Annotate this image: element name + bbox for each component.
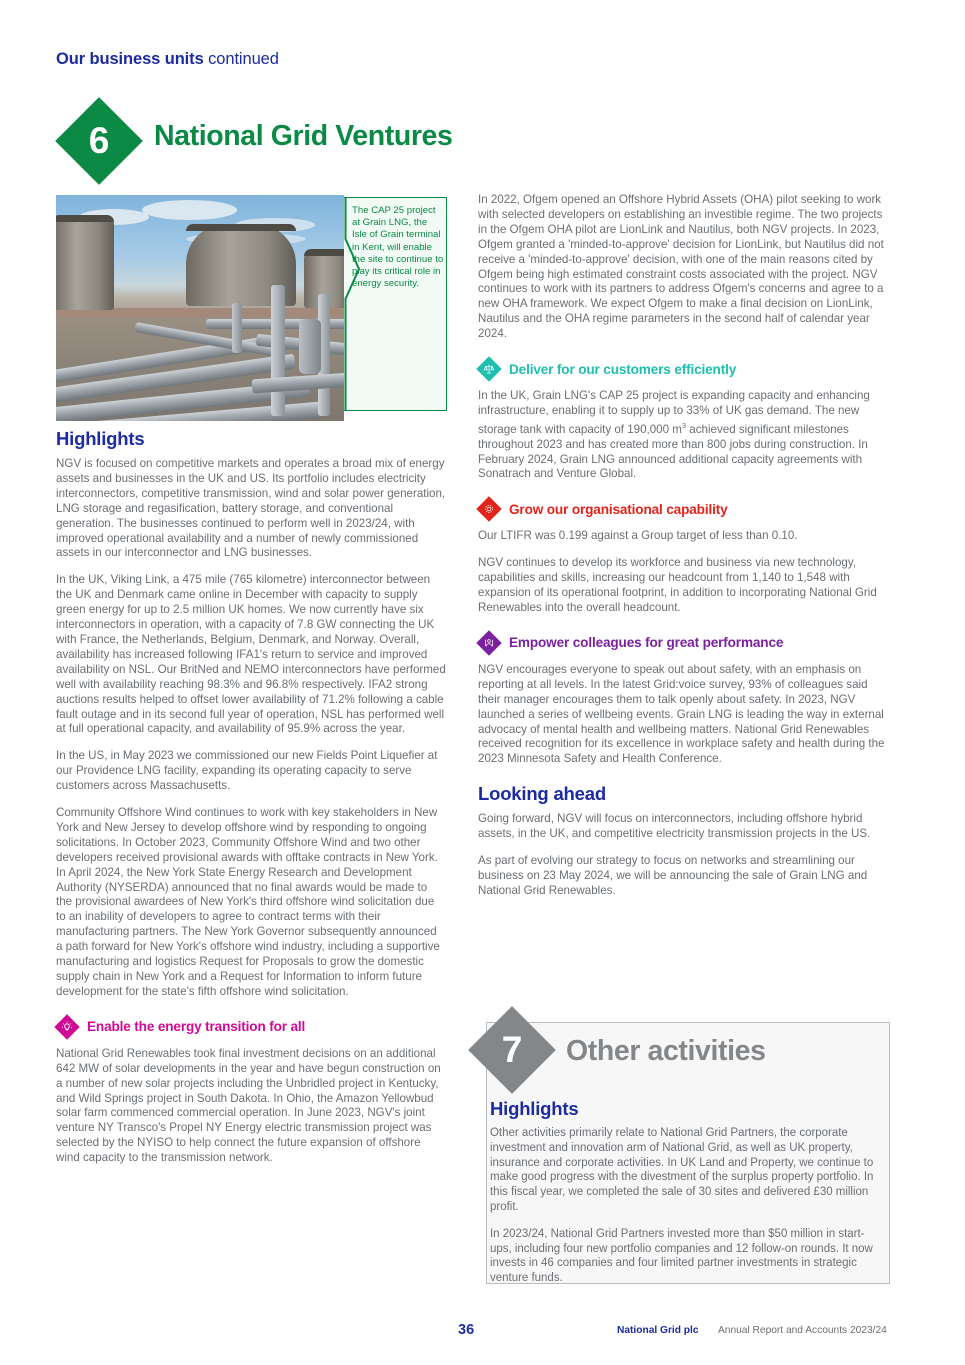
people-glyph [482,636,496,650]
running-head-bold: Our business units [56,50,204,68]
looking-ahead-heading: Looking ahead [478,783,606,805]
page-title: National Grid Ventures [154,120,453,152]
paragraph: Going forward, NGV will focus on interconnectors, including offshore hybrid assets, in the UK, and competitive electricity transmission projects in the US. [478,812,871,841]
other-highlights-heading: Highlights [490,1098,579,1119]
other-activities-number: 7 [501,1028,523,1070]
paragraph: In 2023/24, National Grid Partners invested more than $50 million in start-ups, including four new portfolio companies and 12 follow-on rounds. It now invests in 46 companies and four limited partner investments in strategic venture funds. [490,1227,873,1285]
paragraph: NGV encourages everyone to speak out about safety, with an emphasis on reporting at all levels. In the latest Grid:voice survey, 93% of colleagues said their manager encourages them to talk openly about safety. In 2023, NGV launched a series of wellbeing events. Grain LNG is leading the way in external advocacy of mental health and wellbeing matters. National Grid Renewables received recognition for its excellence in workplace safety and health during the 2023 Minnesota Safety and Health Conference. [478,662,885,766]
paragraph: In 2022, Ofgem opened an Offshore Hybrid Assets (OHA) pilot seeking to work with selected developers on establishing an investible regime. The two projects in the Ofgem OHA pilot are LionLink and Nautilus, both NGV projects. In 2023, Ofgem granted a 'minded-to-approve' decision for LionLink, but Nautilus did not receive a 'minded-to-approve' decision, with one of the main reasons cited by Ofgem being high estimated constraint costs associated with the project. NGV continues to work with its partners to address Ofgem's concerns and agree to a new OHA framework. We expect Ofgem to make a final decision on LionLink, Nautilus and the OHA regime parameters in the second half of calendar year 2024. [478,193,884,341]
gear-glyph [482,502,496,516]
priority-label: Enable the energy transition for all [87,1019,306,1035]
scales-glyph [482,362,496,376]
running-head-continued: continued [203,50,279,68]
paragraph: NGV continues to develop its workforce and business via new technology, capabilities and skills, increasing our headcount from 1,140 to 1,548 with expansion of its operational footprint, in addition to incorporating National Grid Renewables into the overall headcount. [478,556,877,614]
paragraph: In the UK, Viking Link, a 475 mile (765 kilometre) interconnector between the UK and Denmark came online in December with capacity to supply green energy for up to 2.5 million UK homes. We now currently have six interconnectors in operation, with a capacity of 7.8 GW connecting the UK with France, the Netherlands, Belgium, Denmark, and Norway. Overall, availability has increased following IFA1's return to service and improved availability on NSL. Our BritNed and NEMO interconnectors have performed well with availability reaching 98.3% and 96.8% respectively. IFA2 strong auctions results helped to offset lower availability of 71.2% following a cable fault outage and in its second full year of operation, NSL has performed well at full operational capacity, and availability of 95.9% across the year. [56,573,446,736]
priority-label: Grow our organisational capability [509,501,728,517]
business-unit-header [56,98,496,186]
right-column [478,193,890,899]
paragraph: NGV is focused on competitive markets and operates a broad mix of energy assets and businesses in the UK and US. Its portfolio includes electricity interconnectors, competitive transmission, wind and solar power generation, LNG storage and regasification, battery storage, and conventional generation. The businesses continued to perform well in 2023/24, with improved operational availability and a number of newly commissioned assets in our interconnector and LNG businesses. [56,457,446,560]
priority-label: Deliver for our customers efficiently [509,361,737,377]
gear-icon [478,498,500,520]
paragraph: In the UK, Grain LNG's CAP 25 project is expanding capacity and enhancing infrastructure, enabling it to supply up to 33% of UK gas demand. The new storage tank with capacity of 190,000 $m^3$ achieved significant milestones throughout 2023 and has created more than 800 jobs during construction. In February 2024, Grain LNG announced additional capacity agreements with Sonatrach and Venture Global. [478,389,870,481]
priority-heading-deliver-customers [478,358,890,380]
priority-label: Empower colleagues for great performance [509,635,784,651]
photo-image [56,195,344,421]
priority-heading-enable-energy-transition [56,1016,446,1038]
paragraph: Community Offshore Wind continues to work with key stakeholders in New York and New Jersey to develop offshore wind by responding to ongoing solicitations. In October 2023, Community Offshore Wind and two other developers received provisional awards with offtake contracts in New York. In April 2024, the New York State Energy Research and Development Authority (NYSERDA) announced that no final awards would be made to the provisional awardees of New York's third offshore wind solicitation due to an inability of developers to agree to contract terms with their manufacturing partners. The New York Governor subsequently announced a path forward for New York's offshore wind industry, including a supportive manufacturing and logistics Request for Proposals to grow the domestic supply chain in New York and a Request for Information to inform future development for the state's fifth offshore wind solicitation. [56,806,440,998]
other-activities-content [490,1098,874,1286]
people-icon [478,632,500,654]
priority-heading-empower-colleagues [478,632,890,654]
lightbulb-icon [56,1016,78,1038]
footer-report-name: Annual Report and Accounts 2023/24 [718,1325,887,1336]
lightbulb-glyph [60,1020,74,1034]
paragraph: In the US, in May 2023 we commissioned our new Fields Point Liquefier at our Providence LNG facility, expanding its operating capacity to serve customers across Massachusetts. [56,749,438,793]
left-column [56,428,446,1166]
paragraph: Other activities primarily relate to National Grid Partners, the corporate investment and innovation arm of National Grid, as well as UK property, insurance and corporate activities. In UK Land and Property, we continue to make good progress with the divestment of the surplus property portfolio. In this fiscal year, we completed the sale of 30 sites and delivered £30 million profit. [490,1127,874,1213]
photo-caption-text: The CAP 25 project at Grain LNG, the Isle of Grain terminal in Kent, will enable the site to continue to play its critical role in energy security. [352,205,444,290]
unit-number: 6 [88,119,110,161]
running-head [56,50,279,69]
page-number: 36 [458,1322,475,1338]
other-activities-number-diamond-icon [478,1016,546,1084]
lng-terminal-photo [56,195,344,421]
priority-heading-grow-capability [478,498,890,520]
paragraph: National Grid Renewables took final investment decisions on an additional 642 MW of solar developments in the year and have begun construction on a number of new solar projects including the Unbridled project in Kentucky, and Wild Springs project in South Dakota. In Ohio, the Amazon Yellowbud solar farm commenced commercial operation. In June 2023, NGV's joint venture NY Transco's Propel NY Energy electric transmission project was selected by the NYISO to help connect the future expansion of offshore wind capacity to the transmission network. [56,1046,441,1165]
footer-brand: National Grid plc [617,1325,699,1336]
other-activities-title: Other activities [566,1035,766,1067]
highlights-heading: Highlights [56,428,145,449]
paragraph: Our LTIFR was 0.199 against a Group target of less than 0.10. [478,529,798,543]
scales-icon [478,358,500,380]
paragraph: As part of evolving our strategy to focus on networks and streamlining our business on 23 May 2024, we will be announcing the sale of Grain LNG and National Grid Renewables. [478,854,868,897]
